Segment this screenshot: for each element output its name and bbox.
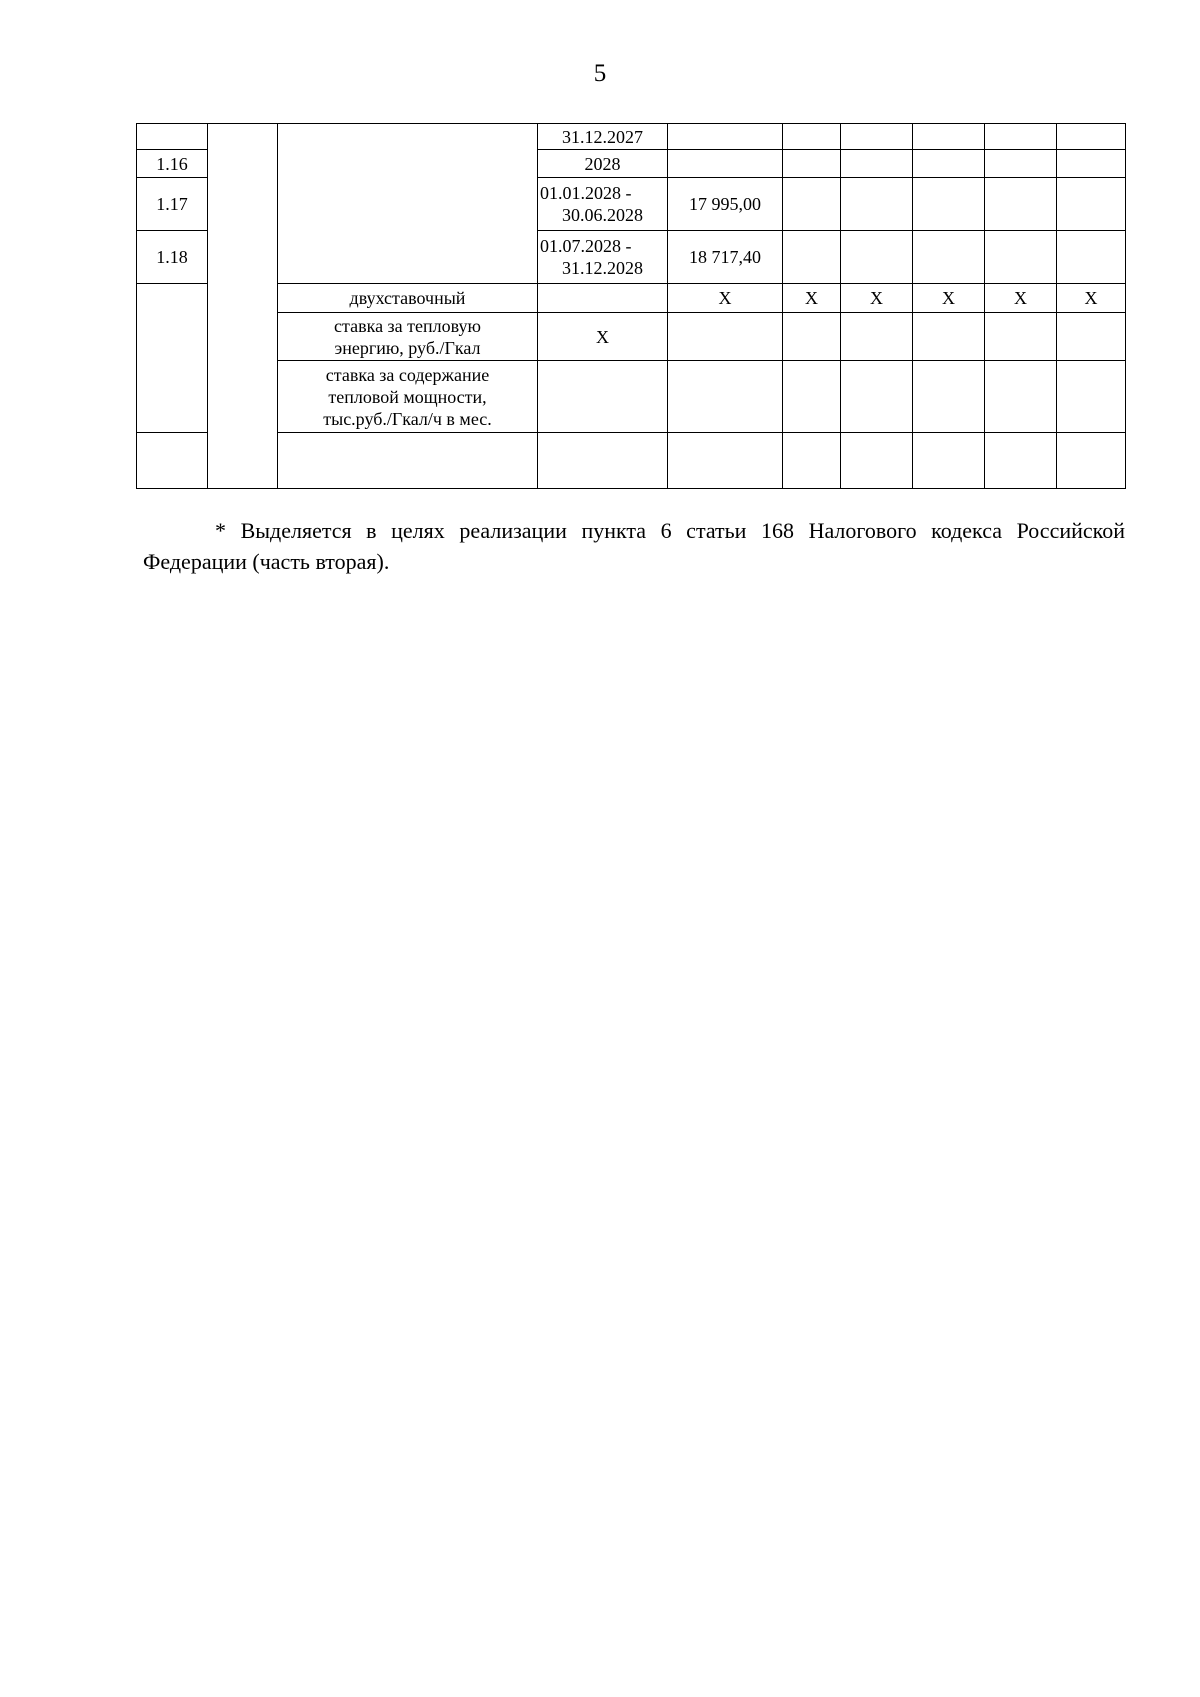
empty-cell xyxy=(913,231,985,284)
empty-cell xyxy=(841,231,913,284)
value-cell: 17 995,00 xyxy=(668,178,783,231)
footnote: * Выделяется в целях реализации пункта 6 статьи 168 Налогового кодекса Российской Федерации (часть вторая). xyxy=(143,518,1125,574)
empty-cell xyxy=(913,313,985,361)
x-mark: X xyxy=(913,284,985,313)
period-cell xyxy=(538,178,668,231)
empty-cell xyxy=(913,361,985,433)
empty-cell xyxy=(985,124,1057,150)
empty-cell xyxy=(841,361,913,433)
table-row xyxy=(137,124,1126,150)
row-number-cell: 1.16 xyxy=(137,150,208,178)
empty-cell xyxy=(913,433,985,489)
page-number: 5 xyxy=(593,60,607,87)
period-end: 31.12.2028 xyxy=(562,258,643,278)
capacity-rate-label-line: тыс.руб./Гкал/ч в мес. xyxy=(323,408,492,429)
row-number-cell: 1.17 xyxy=(137,178,208,231)
row-number-cell xyxy=(137,124,208,150)
empty-cell xyxy=(913,150,985,178)
empty-cell xyxy=(841,313,913,361)
capacity-rate-label-line: ставка за содержание xyxy=(325,364,490,385)
empty-cell xyxy=(841,433,913,489)
capacity-rate-label-line: тепловой мощности, xyxy=(328,386,487,407)
heat-rate-label xyxy=(278,313,538,361)
empty-cell xyxy=(985,150,1057,178)
period-cell: 2028 xyxy=(538,150,668,178)
empty-cell xyxy=(985,178,1057,231)
empty-cell xyxy=(985,433,1057,489)
empty-cell xyxy=(1057,150,1126,178)
x-mark: X xyxy=(668,284,783,313)
empty-cell xyxy=(668,433,783,489)
x-mark: X xyxy=(538,313,668,361)
x-mark: X xyxy=(841,284,913,313)
x-mark: X xyxy=(985,284,1057,313)
period-cell: 31.12.2027 xyxy=(538,124,668,150)
empty-cell xyxy=(278,433,538,489)
empty-cell xyxy=(1057,124,1126,150)
empty-cell xyxy=(985,361,1057,433)
empty-cell xyxy=(841,124,913,150)
empty-cell xyxy=(985,231,1057,284)
value-cell xyxy=(668,150,783,178)
empty-cell xyxy=(783,313,841,361)
period-start: 01.07.2028 - xyxy=(540,236,632,256)
period-cell xyxy=(538,231,668,284)
empty-cell xyxy=(137,433,208,489)
empty-cell xyxy=(985,313,1057,361)
org-cell xyxy=(208,124,278,489)
period-start: 01.01.2028 - xyxy=(540,183,632,203)
empty-cell xyxy=(783,178,841,231)
value-cell: 18 717,40 xyxy=(668,231,783,284)
empty-cell xyxy=(913,124,985,150)
value-cell xyxy=(668,124,783,150)
empty-cell xyxy=(841,150,913,178)
row-number-cell xyxy=(137,284,208,433)
table-row xyxy=(137,284,1126,313)
empty-cell xyxy=(1057,178,1126,231)
table-row xyxy=(137,313,1126,361)
heat-rate-label-line: ставка за тепловую xyxy=(334,315,481,336)
empty-cell xyxy=(668,313,783,361)
empty-cell xyxy=(1057,313,1126,361)
empty-cell xyxy=(1057,231,1126,284)
capacity-rate-label xyxy=(278,361,538,433)
empty-cell xyxy=(1057,361,1126,433)
tariff-type-cell xyxy=(278,124,538,284)
empty-cell xyxy=(841,178,913,231)
empty-cell xyxy=(783,433,841,489)
period-end: 30.06.2028 xyxy=(562,205,643,225)
x-mark: X xyxy=(783,284,841,313)
empty-cell xyxy=(783,124,841,150)
x-mark: X xyxy=(1057,284,1126,313)
row-number-cell: 1.18 xyxy=(137,231,208,284)
empty-cell xyxy=(913,178,985,231)
two-part-label: двухставочный xyxy=(278,284,538,313)
table-row xyxy=(137,433,1126,489)
empty-cell xyxy=(783,361,841,433)
empty-cell xyxy=(538,284,668,313)
empty-cell xyxy=(783,150,841,178)
empty-cell xyxy=(783,231,841,284)
heat-rate-label-line: энергию, руб./Гкал xyxy=(334,337,481,358)
empty-cell xyxy=(538,361,668,433)
empty-cell xyxy=(1057,433,1126,489)
empty-cell xyxy=(538,433,668,489)
tariff-table xyxy=(136,123,1126,489)
table-row xyxy=(137,361,1126,433)
empty-cell xyxy=(668,361,783,433)
